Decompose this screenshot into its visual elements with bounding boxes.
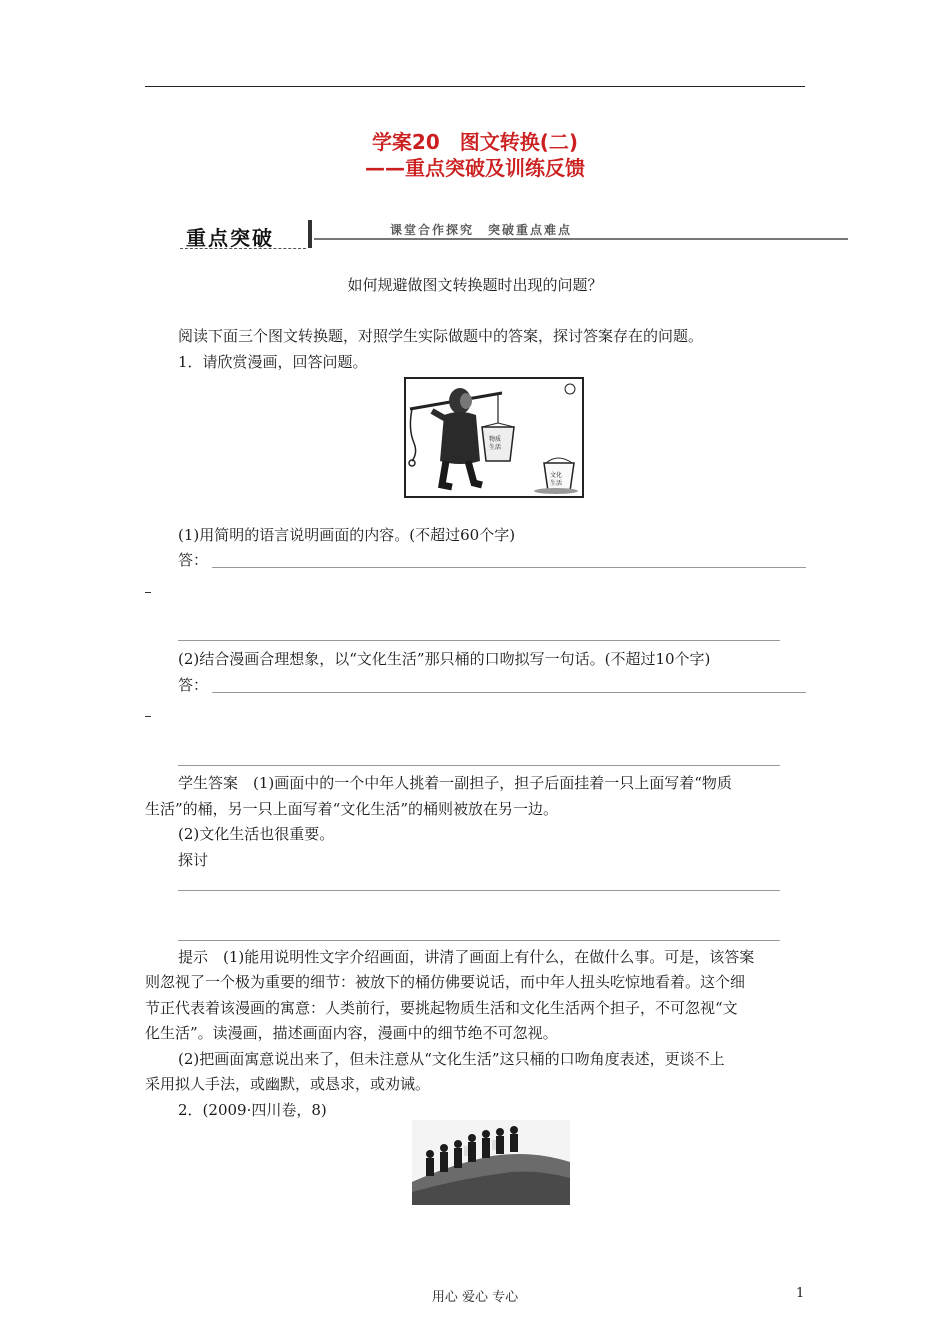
bucket-material-label: 物质 [489, 436, 502, 443]
wrap-dash [145, 592, 151, 593]
answer-label-2: 答： [178, 676, 209, 694]
banner-rule [314, 238, 848, 240]
hint-line: 则忽视了一个极为重要的细节：被放下的桶仿佛要说话，而中年人扭头吃惊地看着。这个细 [145, 973, 746, 991]
photo-image [412, 1120, 570, 1205]
banner-subtitle: 课堂合作探究 突破重点难点 [390, 223, 573, 237]
question-1-2: (2)结合漫画合理想象，以“文化生活”那只桶的口吻拟写一句话。(不超过10个字) [178, 650, 711, 668]
section-banner [180, 216, 848, 252]
discussion-label: 探讨 [178, 851, 209, 869]
hint-line: 节正代表着该漫画的寓意：人类前行，要挑起物质生活和文化生活两个担子，不可忽视“文 [145, 999, 738, 1017]
answer-line [178, 940, 780, 941]
question-1-1: (1)用简明的语言说明画面的内容。(不超过60个字) [178, 526, 516, 544]
answer-line [178, 890, 780, 891]
answer-label-1: 答： [178, 551, 209, 569]
student-answer-line: (2)文化生活也很重要。 [178, 825, 335, 843]
answer-line [212, 567, 806, 568]
banner-label: 重点突破 [186, 226, 274, 250]
intro-text: 阅读下面三个图文转换题，对照学生实际做题中的答案，探讨答案存在的问题。 [178, 327, 704, 345]
banner-divider [308, 220, 312, 248]
bucket-culture-label: 文化 [550, 472, 563, 479]
wrap-dash [145, 716, 151, 717]
item-2: 2．(2009·四川卷，8) [178, 1101, 327, 1119]
page-number: 1 [796, 1286, 805, 1301]
item-1: 1．请欣赏漫画，回答问题。 [178, 353, 368, 371]
cartoon-image [404, 377, 584, 498]
student-answer-line: 生活”的桶，另一只上面写着“文化生活”的桶则被放在另一边。 [145, 800, 559, 818]
cartoon-drawing [406, 379, 582, 496]
footer-motto: 用心 爱心 专心 [431, 1290, 519, 1305]
answer-line [212, 692, 806, 693]
photo-drawing [412, 1120, 570, 1205]
hint-line: 提示 (1)能用说明性文字介绍画面，讲清了画面上有什么，在做什么事。可是，该答案 [178, 948, 755, 966]
hint-line: 采用拟人手法，或幽默，或恳求，或劝诫。 [145, 1075, 431, 1093]
svg-text:生活: 生活 [550, 480, 563, 487]
page-subtitle: ——重点突破及训练反馈 [365, 156, 585, 180]
answer-line [178, 640, 780, 641]
top-rule [145, 86, 805, 87]
banner-underline [180, 248, 306, 249]
hint-line: 化生活”。读漫画，描述画面内容，漫画中的细节绝不可忽视。 [145, 1024, 558, 1042]
page-title: 学案20 图文转换(二) [371, 130, 579, 154]
hint-line: (2)把画面寓意说出来了，但未注意从“文化生活”这只桶的口吻角度表述，更谈不上 [178, 1050, 725, 1068]
question-heading: 如何规避做图文转换题时出现的问题？ [347, 276, 603, 294]
svg-text:生活: 生活 [489, 444, 502, 451]
answer-line [178, 765, 780, 766]
student-answer-line: 学生答案 (1)画面中的一个中年人挑着一副担子，担子后面挂着一只上面写着“物质 [178, 774, 732, 792]
